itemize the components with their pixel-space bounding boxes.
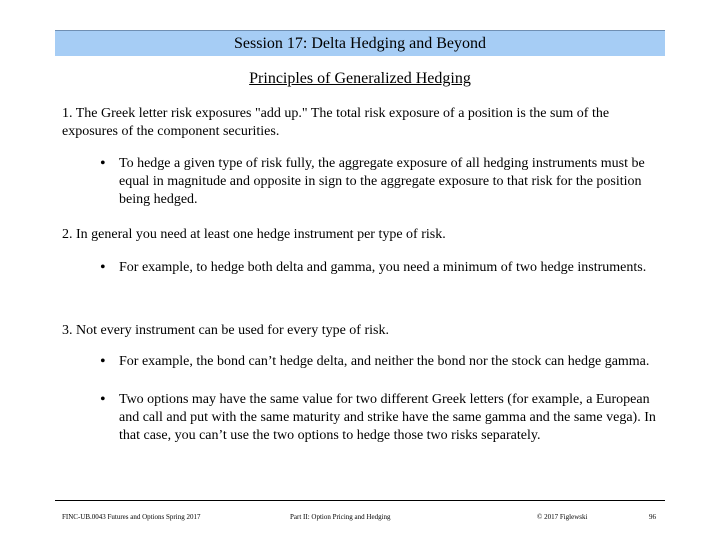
bullet-icon: •	[100, 155, 106, 172]
bullet-icon: •	[100, 391, 106, 408]
slide-title-bar	[55, 30, 665, 56]
bullet-text: Two options may have the same value for two different Greek letters (for example, a European and call and put with the same maturity and strike have the same gamma and the same vega). In that case, you can’t use the two options to hedge those two risks separately.	[119, 392, 656, 443]
section-heading: Principles of Generalized Hedging	[249, 70, 471, 87]
bullet-icon: •	[100, 259, 106, 276]
point-2: 2. In general you need at least one hedge instrument per type of risk.	[62, 227, 446, 242]
bullet-text: To hedge a given type of risk fully, the aggregate exposure of all hedging instruments must be equal in magnitude and opposite in sign to the aggregate exposure to that risk for the position being hedged.	[119, 156, 645, 207]
bullet-text: For example, to hedge both delta and gamma, you need a minimum of two hedge instruments.	[119, 260, 647, 275]
point-3: 3. Not every instrument can be used for every type of risk.	[62, 323, 389, 338]
bullet-icon: •	[100, 353, 106, 370]
slide-title: Session 17: Delta Hedging and Beyond	[234, 34, 486, 52]
footer-page-number: 96	[649, 513, 656, 521]
footer-divider	[55, 500, 665, 501]
footer-copyright: © 2017 Figlewski	[537, 513, 588, 521]
footer-part: Part II: Option Pricing and Hedging	[290, 513, 391, 521]
footer-course: FINC-UB.0043 Futures and Options Spring 2017	[62, 513, 201, 521]
point-1: 1. The Greek letter risk exposures "add up." The total risk exposure of a position is the sum of the exposures of the component securities.	[62, 106, 610, 139]
bullet-text: For example, the bond can’t hedge delta, and neither the bond nor the stock can hedge gamma.	[119, 354, 650, 369]
